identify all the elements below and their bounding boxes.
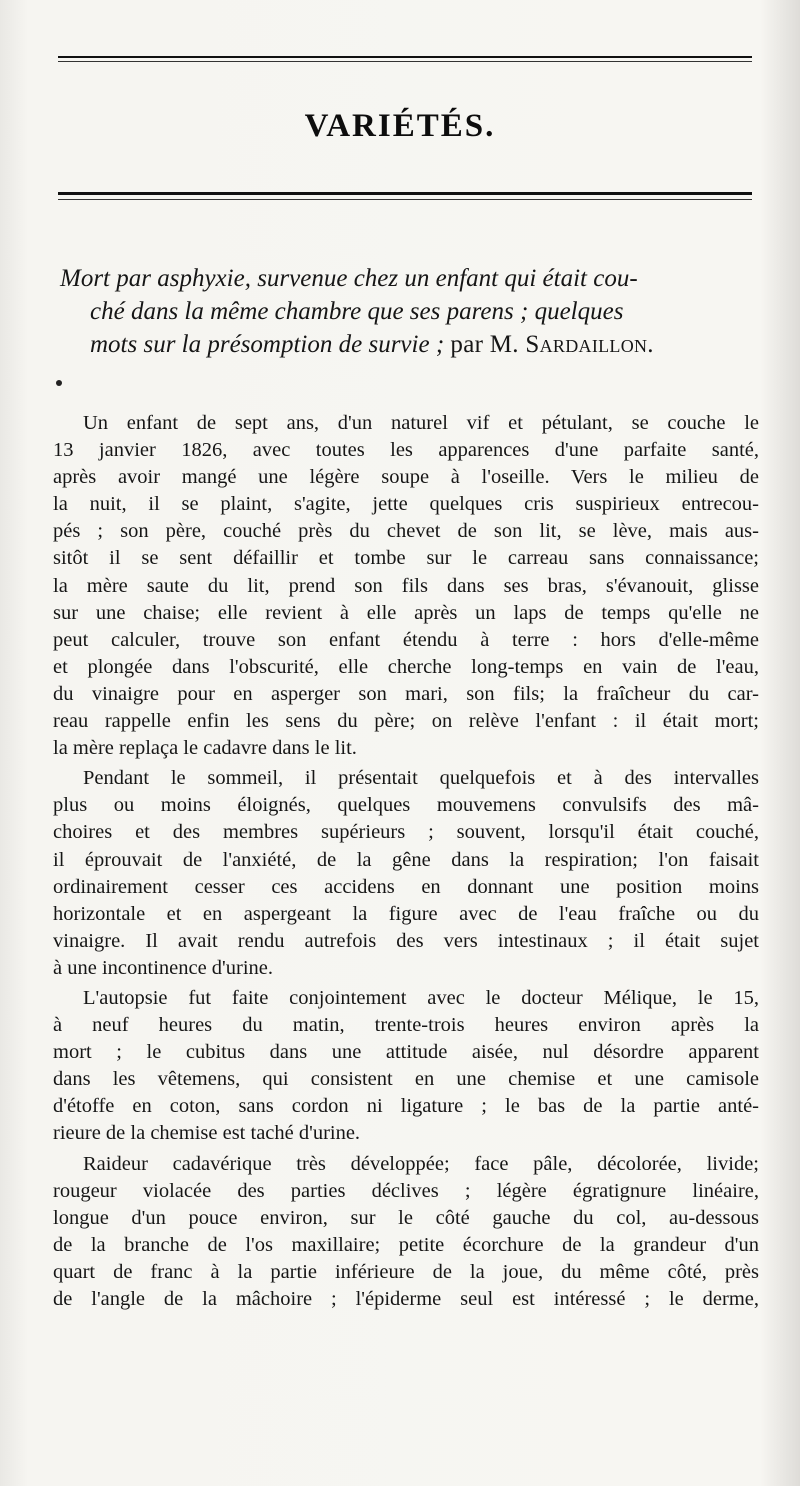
paragraph-line: rieure de la chemise est taché d'urine. — [53, 1122, 361, 1145]
section-heading: VARIÉTÉS. — [304, 108, 496, 144]
ink-dot — [56, 380, 62, 386]
paragraph-line: du vinaigre pour en asperger son mari, son fils; la fraîcheur du car- — [53, 682, 759, 705]
paragraph-line: pés ; son père, couché près du chevet de son lit, se lève, mais aus- — [53, 520, 759, 543]
heading-rule-thin — [58, 199, 752, 200]
author-prefix: par M. — [450, 331, 526, 358]
paragraph-line: la mère replaça le cadavre dans le lit. — [53, 737, 357, 760]
paragraph-line: de la branche de l'os maxillaire; petite écorchure de la grandeur d'un — [53, 1233, 759, 1256]
top-rule-thin — [58, 61, 752, 62]
paragraph-line: L'autopsie fut faite conjointement avec le docteur Mélique, le 15, — [83, 986, 759, 1009]
paragraph-1 — [53, 410, 759, 762]
paragraph-line: après avoir mangé une légère soupe à l'oseille. Vers le milieu de — [53, 466, 759, 489]
paragraph-line: d'étoffe en coton, sans cordon ni ligature ; le bas de la partie anté- — [53, 1095, 759, 1118]
paragraph-line: rougeur violacée des parties déclives ; légère égratignure linéaire, — [53, 1179, 759, 1202]
paragraph-3 — [53, 985, 759, 1148]
paragraph-line: Raideur cadavérique très développée; face pâle, décolorée, livide; — [83, 1152, 759, 1175]
paragraph-line: la nuit, il se plaint, s'agite, jette quelques cris suspirieux entrecou- — [53, 493, 759, 516]
paragraph-line: vinaigre. Il avait rendu autrefois des vers intestinaux ; il était sujet — [53, 929, 759, 952]
title-line-2: ché dans la même chambre que ses parens ; quelques — [90, 298, 624, 325]
paragraph-4 — [53, 1151, 759, 1314]
article-title — [60, 262, 754, 361]
paragraph-line: il éprouvait de l'anxiété, de la gêne dans la respiration; l'on faisait — [53, 848, 759, 871]
paragraph-line: dans les vêtemens, qui consistent en une chemise et une camisole — [53, 1068, 759, 1091]
paragraph-line: et plongée dans l'obscurité, elle cherche long-temps en vain de l'eau, — [53, 655, 759, 678]
author-name: Sardaillon. — [525, 331, 654, 358]
author-byline — [450, 331, 653, 358]
paragraph-line: 13 janvier 1826, avec toutes les apparences d'une parfaite santé, — [53, 439, 759, 462]
paragraph-line: la mère saute du lit, prend son fils dans ses bras, s'évanouit, glisse — [53, 574, 759, 597]
paragraph-line: Un enfant de sept ans, d'un naturel vif et pétulant, se couche le — [83, 412, 759, 434]
article-body — [53, 410, 759, 1313]
paragraph-line: sur une chaise; elle revient à elle après un laps de temps qu'elle ne — [53, 601, 759, 624]
paragraph-line: reau rappelle enfin les sens du père; on relève l'enfant : il était mort; — [53, 710, 759, 733]
paragraph-line: à une incontinence d'urine. — [53, 956, 273, 979]
paragraph-line: choires et des membres supérieurs ; souvent, lorsqu'il était couché, — [53, 821, 759, 844]
paragraph-line: de l'angle de la mâchoire ; l'épiderme seul est intéressé ; le derme, — [53, 1288, 759, 1310]
paragraph-line: sitôt il se sent défaillir et tombe sur le carreau sans connaissance; — [53, 547, 759, 570]
paragraph-line: longue d'un pouce environ, sur le côté gauche du col, au-dessous — [53, 1206, 759, 1229]
paragraph-line: plus ou moins éloignés, quelques mouvemens convulsifs des mâ- — [53, 794, 759, 817]
heading-rule — [58, 192, 752, 195]
paragraph-line: quart de franc à la partie inférieure de la joue, du même côté, près — [53, 1260, 759, 1283]
paragraph-line: Pendant le sommeil, il présentait quelquefois et à des intervalles — [83, 767, 759, 790]
paragraph-line: mort ; le cubitus dans une attitude aisée, nul désordre apparent — [53, 1041, 759, 1064]
paragraph-line: horizontale et en aspergeant la figure avec de l'eau fraîche ou du — [53, 902, 759, 925]
paragraph-line: peut calculer, trouve son enfant étendu à terre : hors d'elle-même — [53, 628, 759, 651]
paragraph-2 — [53, 765, 759, 982]
top-rule — [58, 56, 752, 58]
paragraph-line: à neuf heures du matin, trente-trois heures environ après la — [53, 1014, 759, 1037]
title-line-3 — [60, 328, 754, 361]
title-line-1: Mort par asphyxie, survenue chez un enfant qui était cou- — [60, 265, 638, 292]
title-line-3-text: mots sur la présomption de survie ; — [90, 331, 445, 358]
paragraph-line: ordinairement cesser ces accidens en donnant une position moins — [53, 875, 759, 898]
